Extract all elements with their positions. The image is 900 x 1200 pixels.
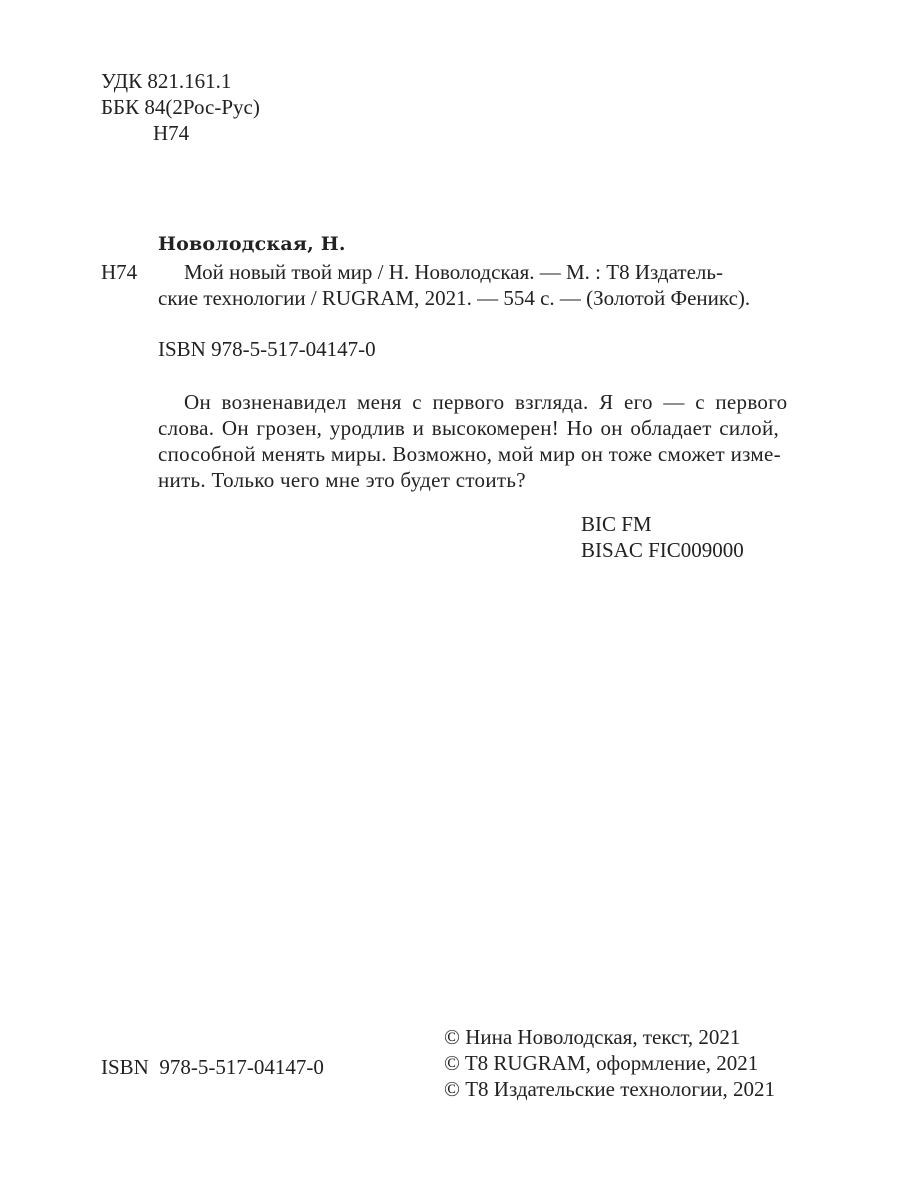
classification-block <box>101 68 260 146</box>
record-line: Мой новый твой мир / Н. Новолодская. — М. : Т8 Издатель- <box>184 260 723 284</box>
annotation-line: нить. Только чего мне это будет стоить? <box>158 468 526 492</box>
copyright-line: © Т8 Издательские технологии, 2021 <box>444 1077 775 1101</box>
footer-isbn: ISBN 978-5-517-04147-0 <box>101 1055 324 1079</box>
annotation-line: Он возненавидел меня с первого взгляда. Я его — с первого <box>184 390 788 414</box>
record-line: ские технологии / RUGRAM, 2021. — 554 с. — (Золотой Феникс). <box>158 286 751 310</box>
annotation-line: способной менять миры. Возможно, мой мир он тоже сможет изме- <box>158 442 781 466</box>
author-heading: Новолодская, Н. <box>158 233 346 255</box>
isbn: ISBN 978-5-517-04147-0 <box>158 337 376 361</box>
bbk-code: ББК 84(2Рос-Рус) <box>101 95 260 119</box>
record-author-mark: Н74 <box>101 260 138 284</box>
author-mark: Н74 <box>153 121 190 145</box>
annotation <box>158 389 788 493</box>
bibliographic-record <box>158 259 758 311</box>
bisac-code: BISAC FIC009000 <box>581 538 744 562</box>
copyright-line: © Нина Новолодская, текст, 2021 <box>444 1025 741 1049</box>
udk-code: УДК 821.161.1 <box>101 69 232 93</box>
copyright-block <box>444 1024 775 1102</box>
bic-code: BIC FM <box>581 512 652 536</box>
annotation-line: слова. Он грозен, уродлив и высокомерен! Но он обладает силой, <box>158 416 780 440</box>
subject-codes <box>581 511 744 563</box>
copyright-line: © T8 RUGRAM, оформление, 2021 <box>444 1051 759 1075</box>
